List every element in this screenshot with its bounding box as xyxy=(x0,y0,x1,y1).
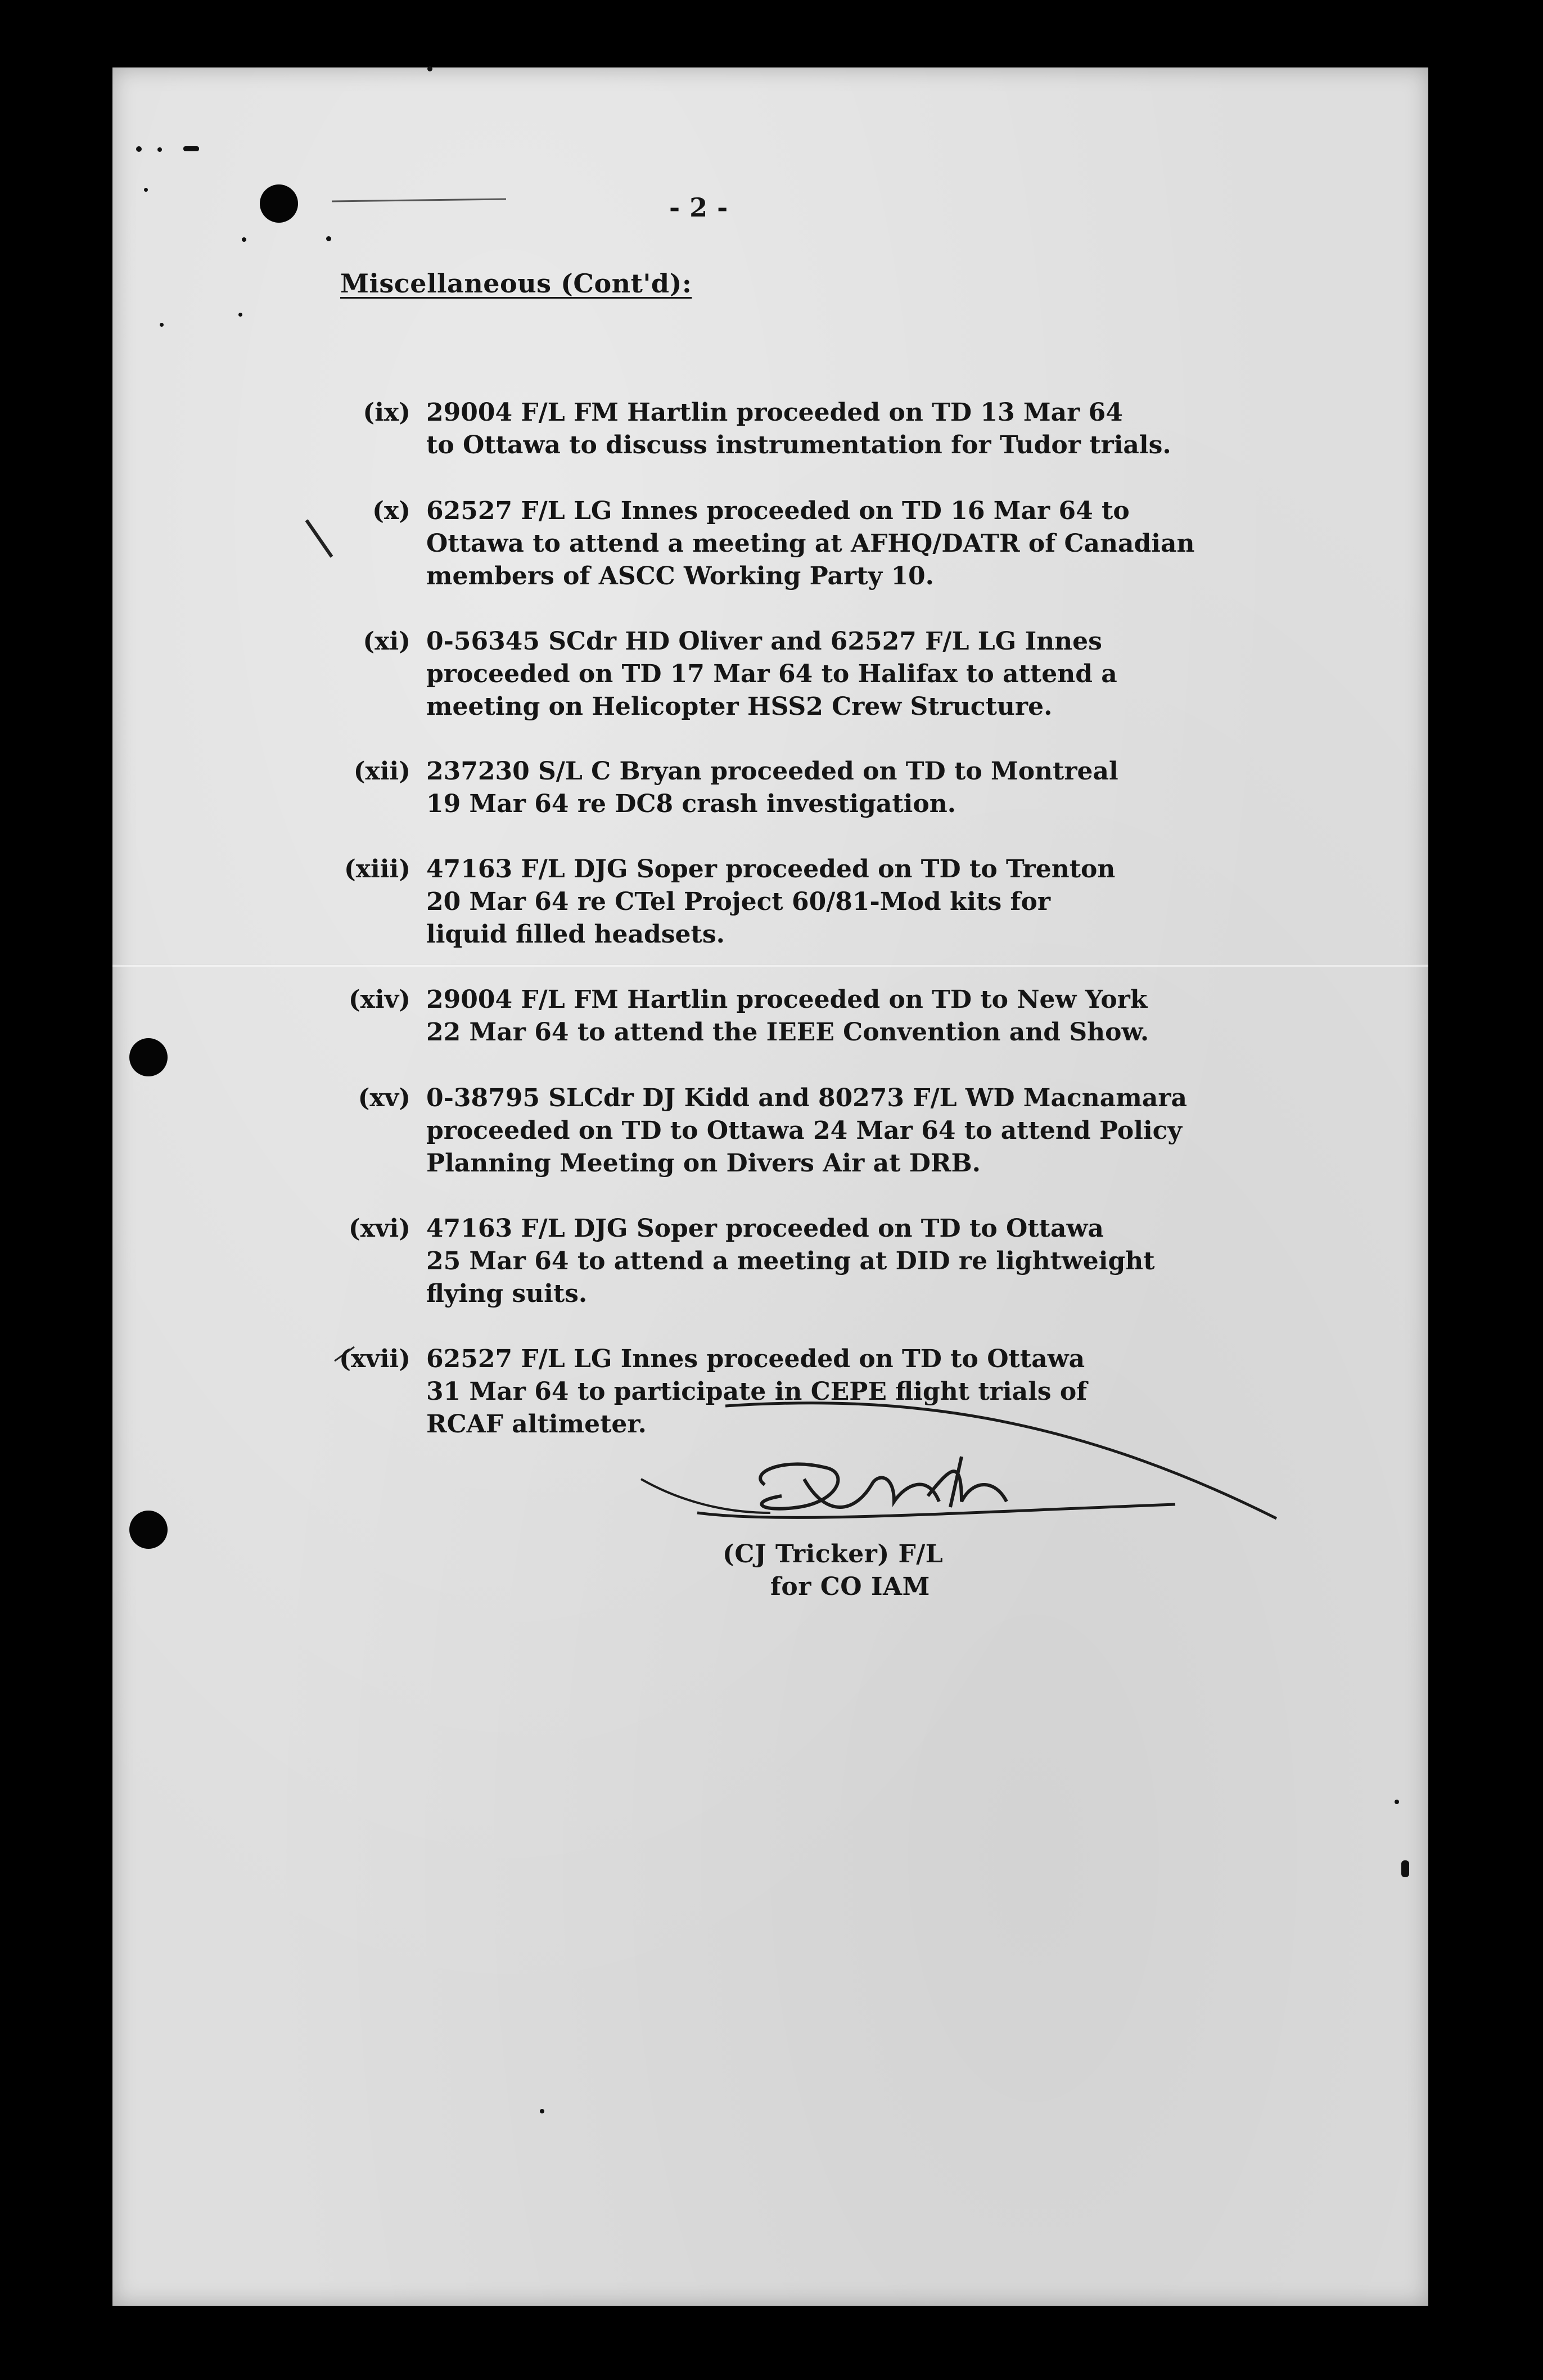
dust-speck xyxy=(144,188,148,192)
handwritten-signature xyxy=(613,1372,1288,1586)
punch-hole-top xyxy=(260,184,298,223)
dust-speck xyxy=(1395,1800,1399,1804)
item-number: (xii) xyxy=(353,757,410,786)
dust-speck xyxy=(238,313,242,317)
item-line: RCAF altimeter. xyxy=(426,1410,647,1439)
item-number: (xi) xyxy=(363,627,410,656)
item-line: 0-56345 SCdr HD Oliver and 62527 F/L LG Innes xyxy=(426,627,1102,656)
punch-hole-middle xyxy=(129,1038,168,1076)
dust-speck xyxy=(427,66,432,71)
item-line: to Ottawa to discuss instrumentation for Tudor trials. xyxy=(426,431,1171,459)
item-number: (xv) xyxy=(358,1084,410,1112)
item-number: (xvii) xyxy=(339,1345,410,1373)
item-line: 47163 F/L DJG Soper proceeded on TD to Trenton xyxy=(426,855,1116,884)
item-text xyxy=(426,396,1171,462)
item-line: 237230 S/L C Bryan proceeded on TD to Montreal xyxy=(426,757,1118,786)
item-text xyxy=(426,625,1117,723)
item-number: (xiii) xyxy=(344,855,410,884)
dust-speck xyxy=(326,236,331,241)
item-line: 19 Mar 64 re DC8 crash investigation. xyxy=(426,790,957,818)
item-line: 62527 F/L LG Innes proceeded on TD 16 Mar 64 to xyxy=(426,497,1130,525)
item-number: (x) xyxy=(372,497,410,525)
item-line: 62527 F/L LG Innes proceeded on TD to Ottawa xyxy=(426,1345,1085,1373)
punch-hole-bottom xyxy=(129,1511,168,1549)
page-number: - 2 - xyxy=(669,192,728,223)
dust-speck xyxy=(242,237,246,242)
item-line: liquid filled headsets. xyxy=(426,920,725,949)
item-line: meeting on Helicopter HSS2 Crew Structure. xyxy=(426,692,1053,721)
section-heading: Miscellaneous (Cont'd): xyxy=(340,268,692,299)
item-text xyxy=(426,495,1195,593)
item-line: 25 Mar 64 to attend a meeting at DID re lightweight xyxy=(426,1247,1155,1275)
item-line: members of ASCC Working Party 10. xyxy=(426,562,934,591)
item-line: 20 Mar 64 re CTel Project 60/81-Mod kits for xyxy=(426,887,1051,916)
item-line: proceeded on TD to Ottawa 24 Mar 64 to attend Policy xyxy=(426,1116,1183,1145)
item-line: 29004 F/L FM Hartlin proceeded on TD 13 Mar 64 xyxy=(426,398,1123,427)
item-line: 47163 F/L DJG Soper proceeded on TD to Ottawa xyxy=(426,1214,1104,1243)
dust-speck xyxy=(160,323,164,327)
item-number: (xiv) xyxy=(348,985,410,1014)
signatory-name: (CJ Tricker) F/L xyxy=(723,1540,944,1568)
item-line: 0-38795 SLCdr DJ Kidd and 80273 F/L WD Macnamara xyxy=(426,1084,1188,1112)
signatory-unit: for CO IAM xyxy=(770,1572,930,1601)
dust-speck xyxy=(540,2109,544,2113)
item-number: (ix) xyxy=(363,398,410,427)
stray-line xyxy=(332,196,512,207)
item-text xyxy=(426,1082,1187,1180)
item-line: Ottawa to attend a meeting at AFHQ/DATR of Canadian xyxy=(426,529,1195,558)
dust-speck xyxy=(183,146,199,151)
item-number: (xvi) xyxy=(348,1214,410,1243)
item-text xyxy=(426,1212,1155,1310)
dust-speck xyxy=(136,146,142,152)
dust-speck xyxy=(157,147,162,152)
item-line: Planning Meeting on Divers Air at DRB. xyxy=(426,1149,981,1178)
item-line: 22 Mar 64 to attend the IEEE Convention and Show. xyxy=(426,1018,1149,1047)
item-text xyxy=(426,984,1149,1049)
item-line: 31 Mar 64 to participate in CEPE flight trials of xyxy=(426,1377,1088,1406)
item-text xyxy=(426,755,1118,821)
fold-crease xyxy=(112,964,1428,967)
item-line: 29004 F/L FM Hartlin proceeded on TD to New York xyxy=(426,985,1148,1014)
item-text xyxy=(426,853,1115,951)
item-line: proceeded on TD 17 Mar 64 to Halifax to attend a xyxy=(426,660,1117,688)
item-line: flying suits. xyxy=(426,1279,588,1308)
dust-speck xyxy=(1401,1860,1409,1877)
